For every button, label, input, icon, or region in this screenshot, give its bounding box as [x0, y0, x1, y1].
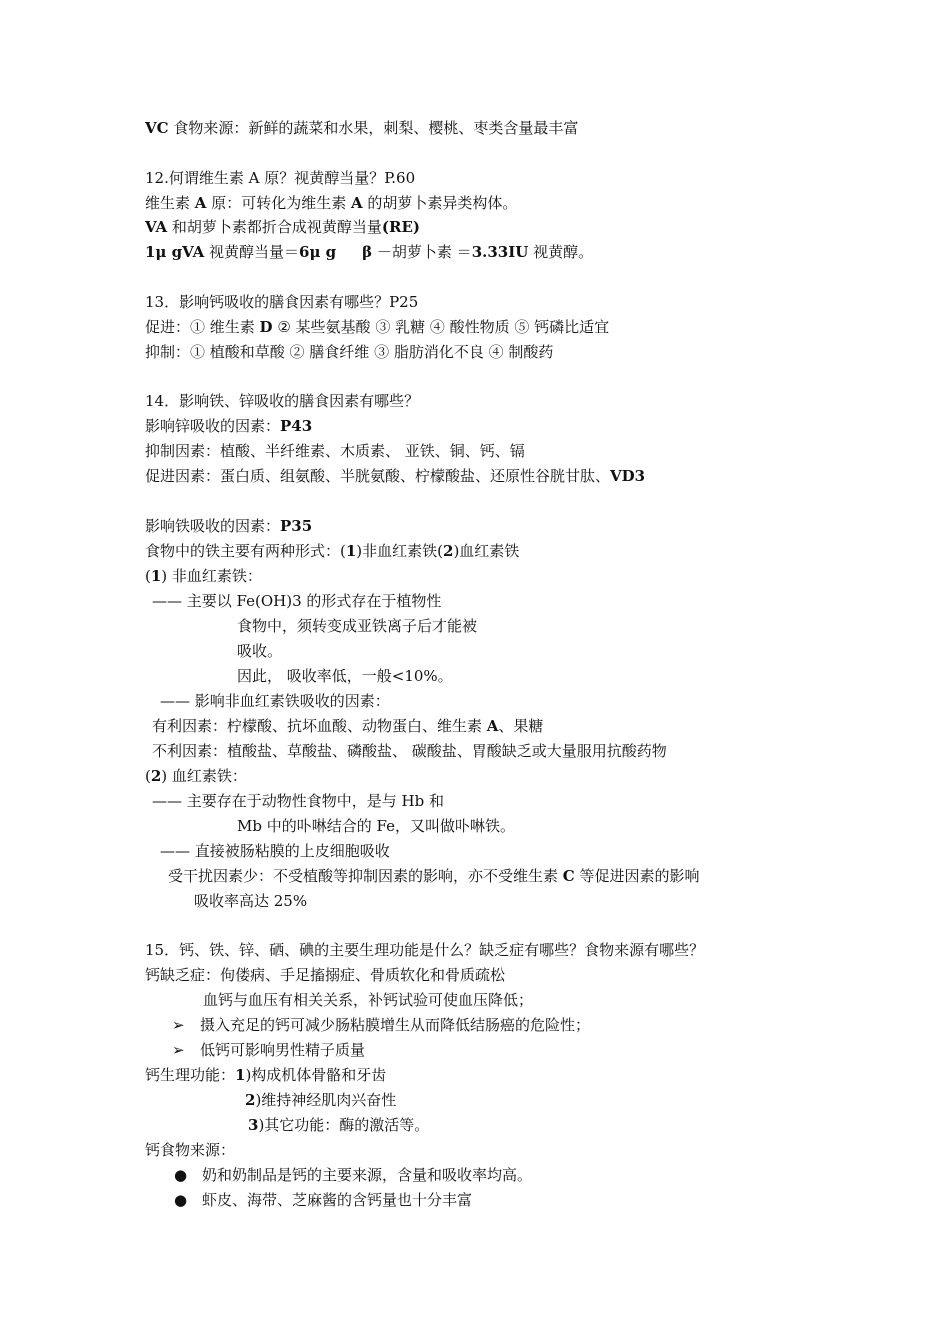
q14-heme-heading	[145, 765, 247, 787]
q15-arrow-item-2	[172, 1039, 365, 1061]
q13-title: 13．影响钙吸收的膳食因素有哪些？P25	[145, 293, 419, 311]
q15-food-item-2	[174, 1189, 472, 1211]
text-run: 、果糖	[498, 717, 544, 735]
text-run: 和胡萝卜素都折合成视黄醇当量	[167, 218, 382, 236]
text-run: 受干扰因素少：不受植酸等抑制因素的影响，亦不受维生素	[168, 867, 563, 885]
q15-food-title: 钙食物来源：	[145, 1141, 236, 1159]
text-run: 1	[150, 567, 162, 585]
q14-heme-1: —— 主要存在于动物性食物中，是与 Hb 和	[152, 792, 444, 810]
q13-promote	[145, 316, 609, 338]
bullet-dot-icon: ●	[174, 1191, 188, 1209]
text-run: )构成机体骨骼和牙齿	[245, 1066, 387, 1084]
q12-line1	[145, 192, 517, 214]
q15-title: 15．钙、铁、锌、硒、碘的主要生理功能是什么？缺乏症有哪些？食物来源有哪些？	[145, 941, 705, 959]
q15-function-2	[245, 1089, 396, 1111]
q14-heme-3: —— 直接被肠粘膜的上皮细胞吸收	[160, 842, 390, 860]
q14-iron-heading	[145, 515, 312, 537]
q12-title: 12.何谓维生素 A 原？视黄醇当量？P.60	[145, 169, 416, 187]
q12-line3	[145, 241, 593, 263]
q14-unfavor: 不利因素：植酸盐、草酸盐、磷酸盐、 碳酸盐、胃酸缺乏或大量服用抗酸药物	[152, 742, 667, 760]
text-run: (	[145, 567, 151, 585]
text-run: A	[194, 194, 207, 212]
text-run: 影响铁吸收的因素：	[145, 517, 281, 535]
q14-heme-5: 吸收率高达 25%	[194, 892, 308, 910]
q13-inhibit: 抑制：① 植酸和草酸 ② 膳食纤维 ③ 脂肪消化不良 ④ 制酸药	[145, 343, 554, 361]
text-run: P35	[280, 517, 313, 535]
q14-nonheme-heading	[145, 565, 262, 587]
text-run: 低钙可影响男性精子质量	[200, 1041, 366, 1059]
text-run: 维生素	[145, 194, 195, 212]
arrow-bullet-icon: ➢	[172, 1016, 185, 1034]
text-run: A	[486, 717, 499, 735]
text-run: ② 某些氨基酸 ③ 乳糖 ④ 酸性物质 ⑤ 钙磷比适宜	[272, 318, 610, 336]
text-run: (RE)	[381, 218, 420, 236]
text-run: 6μ g	[299, 243, 337, 261]
text-run: )其它功能：酶的激活等。	[258, 1116, 430, 1134]
text-run: 视黄醇当量＝	[204, 243, 300, 261]
q14-title: 14．影响铁、锌吸收的膳食因素有哪些？	[145, 392, 420, 410]
q14-nonheme-1: —— 主要以 Fe(OH)3 的形式存在于植物性	[152, 592, 442, 610]
text-run: 促进因素：蛋白质、组氨酸、半胱氨酸、柠檬酸盐、还原性谷胱甘肽、	[145, 467, 611, 485]
q14-nonheme-4: 因此， 吸收率低，一般<10%。	[237, 667, 453, 685]
vc-text: 食物来源：新鲜的蔬菜和水果，刺梨、樱桃、枣类含量最丰富	[168, 119, 579, 137]
text-run: 的胡萝卜素异类构体。	[362, 194, 518, 212]
text-run: 1	[345, 542, 357, 560]
text-run: 虾皮、海带、芝麻酱的含钙量也十分丰富	[202, 1191, 473, 1209]
text-run: A	[350, 194, 363, 212]
text-run: C	[562, 867, 575, 885]
text-run: 等促进因素的影响	[574, 867, 700, 885]
q14-zinc-inhibit: 抑制因素：植酸、半纤维素、木质素、 亚铁、铜、钙、镉	[145, 442, 525, 460]
text-run: 3.33IU	[471, 243, 529, 261]
text-run: 钙生理功能：	[145, 1066, 236, 1084]
text-run: 奶和奶制品是钙的主要来源，含量和吸收率均高。	[202, 1166, 533, 1184]
text-run: (	[145, 767, 151, 785]
q15-function-1	[145, 1064, 386, 1086]
q15-deficiency: 钙缺乏症：佝偻病、手足搐搦症、骨质软化和骨质疏松	[145, 966, 506, 984]
text-run: )非血红素铁(	[356, 542, 444, 560]
text-run: ) 血红素铁：	[161, 767, 247, 785]
q14-zinc-heading	[145, 415, 312, 437]
arrow-bullet-icon: ➢	[172, 1041, 185, 1059]
text-run: ) 非血红素铁：	[161, 567, 262, 585]
q15-food-item-1	[174, 1164, 532, 1186]
q14-heme-4	[168, 865, 700, 887]
text-run: 2	[245, 1091, 256, 1109]
text-run: β	[362, 243, 373, 261]
text-run: 视黄醇。	[528, 243, 594, 261]
text-run: 摄入充足的钙可减少肠粘膜增生从而降低结肠癌的危险性；	[200, 1016, 591, 1034]
text-run: 2	[150, 767, 162, 785]
vc-label: VC	[145, 119, 169, 137]
q14-nonheme-5: —— 影响非血红素铁吸收的因素：	[160, 692, 390, 710]
q14-nonheme-3: 吸收。	[237, 642, 283, 660]
q14-heme-2: Mb 中的卟啉结合的 Fe，又叫做卟啉铁。	[237, 817, 515, 835]
q14-favor	[152, 715, 543, 737]
text-run: 影响锌吸收的因素：	[145, 417, 281, 435]
q15-function-3	[248, 1114, 429, 1136]
q14-zinc-promote	[145, 465, 645, 487]
q15-arrow-item-1	[172, 1014, 590, 1036]
text-run: )血红素铁	[453, 542, 520, 560]
q14-nonheme-2: 食物中，须转变成亚铁离子后才能被	[237, 617, 478, 635]
text-run: )维持神经肌肉兴奋性	[255, 1091, 397, 1109]
text-run: 1μ gVA	[145, 243, 205, 261]
text-run: 3	[248, 1116, 259, 1134]
bullet-dot-icon: ●	[174, 1166, 188, 1184]
q15-bp: 血钙与血压有相关关系，补钙试验可使血压降低；	[203, 991, 534, 1009]
q14-iron-forms	[145, 540, 519, 562]
text-run: 促进：① 维生素	[145, 318, 260, 336]
text-run: VD3	[610, 467, 646, 485]
text-run: P43	[280, 417, 313, 435]
text-run: 有利因素：柠檬酸、抗坏血酸、动物蛋白、维生素	[152, 717, 487, 735]
vc-source-line	[145, 117, 578, 139]
text-run: 食物中的铁主要有两种形式：(	[145, 542, 346, 560]
text-run: D	[259, 318, 273, 336]
text-run: 1	[235, 1066, 246, 1084]
q12-line2	[145, 216, 420, 238]
text-run: －胡萝卜素 ＝	[372, 243, 472, 261]
text-run: 原：可转化为维生素	[206, 194, 351, 212]
text-run: VA	[145, 218, 168, 236]
text-run: 2	[443, 542, 454, 560]
